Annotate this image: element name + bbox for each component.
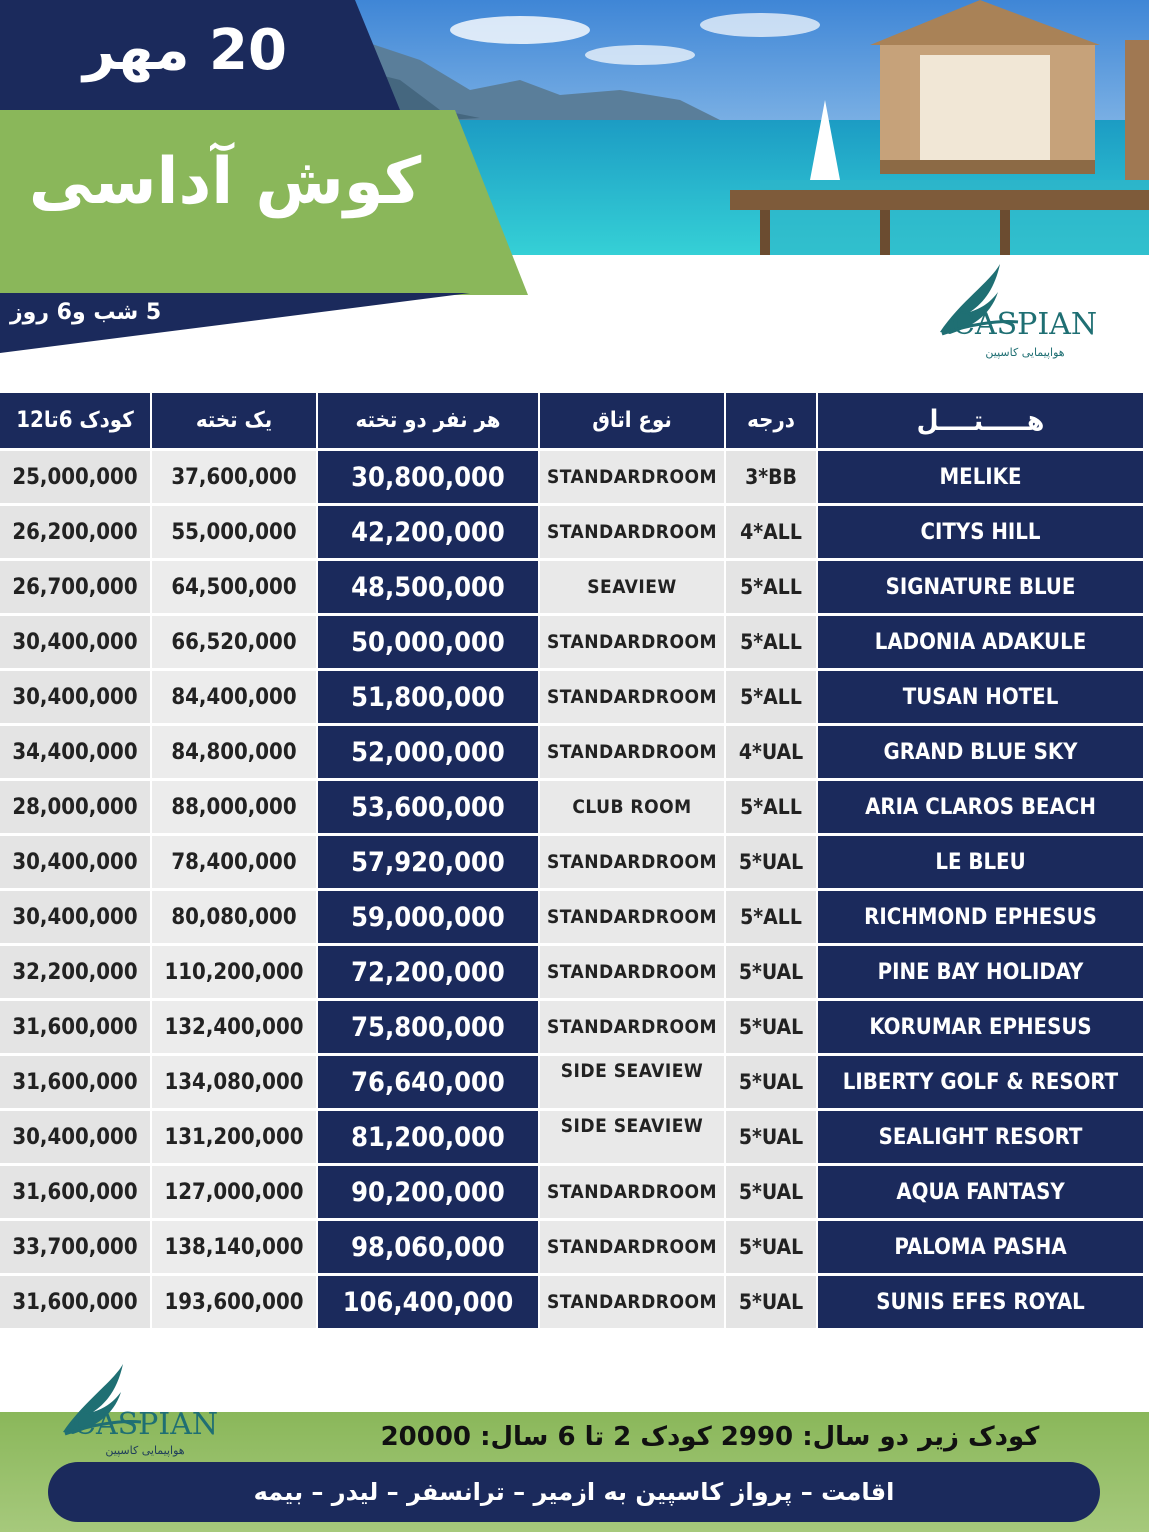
cell-grade: 5*UAL <box>726 1166 818 1218</box>
cell-hotel-name: MELIKE <box>818 451 1143 503</box>
cell-room-type: STANDARDROOM <box>540 891 726 943</box>
cell-single-price: 64,500,000 <box>152 561 318 613</box>
cell-grade: 5*UAL <box>726 836 818 888</box>
cell-grade: 5*UAL <box>726 1056 818 1108</box>
table-row <box>0 781 1143 836</box>
table-row <box>0 726 1143 781</box>
table-row <box>0 1221 1143 1276</box>
cell-hotel-name: LE BLEU <box>818 836 1143 888</box>
header-child-price: کودک 6تا12 <box>0 393 152 448</box>
cell-child-price: 30,400,000 <box>0 891 152 943</box>
cell-room-type: STANDARDROOM <box>540 1166 726 1218</box>
header-double-price: هر نفر دو تخته <box>318 393 540 448</box>
cell-double-price: 59,000,000 <box>318 891 540 943</box>
cell-room-type: STANDARDROOM <box>540 671 726 723</box>
cell-single-price: 88,000,000 <box>152 781 318 833</box>
cell-child-price: 25,000,000 <box>0 451 152 503</box>
destination-title: کوش آداسی <box>28 145 422 219</box>
cell-grade: 5*UAL <box>726 1221 818 1273</box>
cell-grade: 5*UAL <box>726 1001 818 1053</box>
cell-single-price: 127,000,000 <box>152 1166 318 1218</box>
cell-hotel-name: AQUA FANTASY <box>818 1166 1143 1218</box>
cell-hotel-name: TUSAN HOTEL <box>818 671 1143 723</box>
cell-hotel-name: PINE BAY HOLIDAY <box>818 946 1143 998</box>
cell-grade: 5*ALL <box>726 891 818 943</box>
cell-room-type: SIDE SEAVIEW <box>540 1111 726 1163</box>
cell-hotel-name: SEALIGHT RESORT <box>818 1111 1143 1163</box>
cell-grade: 3*BB <box>726 451 818 503</box>
table-row <box>0 946 1143 1001</box>
cell-double-price: 30,800,000 <box>318 451 540 503</box>
cell-room-type: STANDARDROOM <box>540 726 726 778</box>
cell-grade: 5*ALL <box>726 616 818 668</box>
cell-grade: 5*ALL <box>726 671 818 723</box>
cell-room-type: SIDE SEAVIEW <box>540 1056 726 1108</box>
cell-single-price: 131,200,000 <box>152 1111 318 1163</box>
cell-room-type: STANDARDROOM <box>540 1001 726 1053</box>
cell-hotel-name: ARIA CLAROS BEACH <box>818 781 1143 833</box>
cell-hotel-name: LIBERTY GOLF & RESORT <box>818 1056 1143 1108</box>
caspian-logo-footer <box>55 1362 255 1462</box>
cell-room-type: STANDARDROOM <box>540 1221 726 1273</box>
trip-duration: 5 شب و6 روز <box>10 300 162 325</box>
cell-single-price: 84,400,000 <box>152 671 318 723</box>
cell-room-type: CLUB ROOM <box>540 781 726 833</box>
cell-double-price: 106,400,000 <box>318 1276 540 1328</box>
cell-room-type: STANDARDROOM <box>540 836 726 888</box>
cell-child-price: 31,600,000 <box>0 1056 152 1108</box>
cell-double-price: 42,200,000 <box>318 506 540 558</box>
table-row <box>0 891 1143 946</box>
cell-single-price: 55,000,000 <box>152 506 318 558</box>
cell-double-price: 50,000,000 <box>318 616 540 668</box>
cell-grade: 4*ALL <box>726 506 818 558</box>
cell-hotel-name: SIGNATURE BLUE <box>818 561 1143 613</box>
cell-child-price: 26,700,000 <box>0 561 152 613</box>
cell-grade: 4*UAL <box>726 726 818 778</box>
cell-grade: 5*UAL <box>726 946 818 998</box>
cell-double-price: 98,060,000 <box>318 1221 540 1273</box>
cell-child-price: 31,600,000 <box>0 1001 152 1053</box>
cell-child-price: 32,200,000 <box>0 946 152 998</box>
services-pill <box>48 1462 1100 1522</box>
cell-double-price: 81,200,000 <box>318 1111 540 1163</box>
header-room-type: نوع اتاق <box>540 393 726 448</box>
brand-name: CASPIAN <box>73 1407 219 1442</box>
cell-single-price: 110,200,000 <box>152 946 318 998</box>
cell-single-price: 66,520,000 <box>152 616 318 668</box>
cell-grade: 5*UAL <box>726 1111 818 1163</box>
cell-double-price: 53,600,000 <box>318 781 540 833</box>
cell-child-price: 31,600,000 <box>0 1276 152 1328</box>
cell-single-price: 134,080,000 <box>152 1056 318 1108</box>
header-grade: درجه <box>726 393 818 448</box>
cell-child-price: 28,000,000 <box>0 781 152 833</box>
table-row <box>0 1001 1143 1056</box>
brand-subtitle: هواپیمایی کاسپین <box>985 346 1065 359</box>
cell-hotel-name: CITYS HILL <box>818 506 1143 558</box>
caspian-logo <box>930 262 1130 367</box>
cell-child-price: 34,400,000 <box>0 726 152 778</box>
cell-child-price: 30,400,000 <box>0 836 152 888</box>
cell-hotel-name: PALOMA PASHA <box>818 1221 1143 1273</box>
table-row <box>0 836 1143 891</box>
cell-single-price: 37,600,000 <box>152 451 318 503</box>
cell-single-price: 193,600,000 <box>152 1276 318 1328</box>
cell-child-price: 33,700,000 <box>0 1221 152 1273</box>
cell-hotel-name: RICHMOND EPHESUS <box>818 891 1143 943</box>
cell-single-price: 132,400,000 <box>152 1001 318 1053</box>
cell-single-price: 80,080,000 <box>152 891 318 943</box>
table-row <box>0 671 1143 726</box>
cell-single-price: 78,400,000 <box>152 836 318 888</box>
cell-single-price: 84,800,000 <box>152 726 318 778</box>
cell-hotel-name: SUNIS EFES ROYAL <box>818 1276 1143 1328</box>
brand-name: CASPIAN <box>952 307 1098 342</box>
trip-date: 20 مهر <box>83 18 287 83</box>
table-row <box>0 1056 1143 1111</box>
cell-room-type: SEAVIEW <box>540 561 726 613</box>
cell-double-price: 75,800,000 <box>318 1001 540 1053</box>
cell-child-price: 30,400,000 <box>0 671 152 723</box>
cell-room-type: STANDARDROOM <box>540 1276 726 1328</box>
cell-grade: 5*ALL <box>726 561 818 613</box>
table-row <box>0 451 1143 506</box>
cell-double-price: 52,000,000 <box>318 726 540 778</box>
brand-subtitle: هواپیمایی کاسپین <box>105 1444 185 1457</box>
cell-single-price: 138,140,000 <box>152 1221 318 1273</box>
header-single-price: یک تخته <box>152 393 318 448</box>
cell-grade: 5*UAL <box>726 1276 818 1328</box>
table-row <box>0 1111 1143 1166</box>
cell-double-price: 48,500,000 <box>318 561 540 613</box>
cell-room-type: STANDARDROOM <box>540 506 726 558</box>
header-hotel: هـــــتــــل <box>818 393 1143 448</box>
child-prices: کودک زیر دو سال: 2990 کودک 2 تا 6 سال: 20000 <box>380 1422 1040 1452</box>
cell-double-price: 57,920,000 <box>318 836 540 888</box>
cell-child-price: 31,600,000 <box>0 1166 152 1218</box>
cell-room-type: STANDARDROOM <box>540 616 726 668</box>
cell-child-price: 30,400,000 <box>0 1111 152 1163</box>
cell-hotel-name: KORUMAR EPHESUS <box>818 1001 1143 1053</box>
cell-child-price: 30,400,000 <box>0 616 152 668</box>
cell-grade: 5*ALL <box>726 781 818 833</box>
cell-double-price: 51,800,000 <box>318 671 540 723</box>
table-header-row <box>0 393 1143 451</box>
table-row <box>0 1166 1143 1221</box>
cell-hotel-name: LADONIA ADAKULE <box>818 616 1143 668</box>
price-table <box>0 393 1143 1331</box>
table-row <box>0 616 1143 671</box>
cell-child-price: 26,200,000 <box>0 506 152 558</box>
cell-room-type: STANDARDROOM <box>540 946 726 998</box>
services-text: اقامت – پرواز کاسپین به ازمیر – ترانسفر – لیدر – بیمه <box>253 1478 895 1506</box>
cell-hotel-name: GRAND BLUE SKY <box>818 726 1143 778</box>
cell-room-type: STANDARDROOM <box>540 451 726 503</box>
cell-double-price: 76,640,000 <box>318 1056 540 1108</box>
table-row <box>0 561 1143 616</box>
table-row <box>0 506 1143 561</box>
cell-double-price: 90,200,000 <box>318 1166 540 1218</box>
table-row <box>0 1276 1143 1331</box>
cell-double-price: 72,200,000 <box>318 946 540 998</box>
